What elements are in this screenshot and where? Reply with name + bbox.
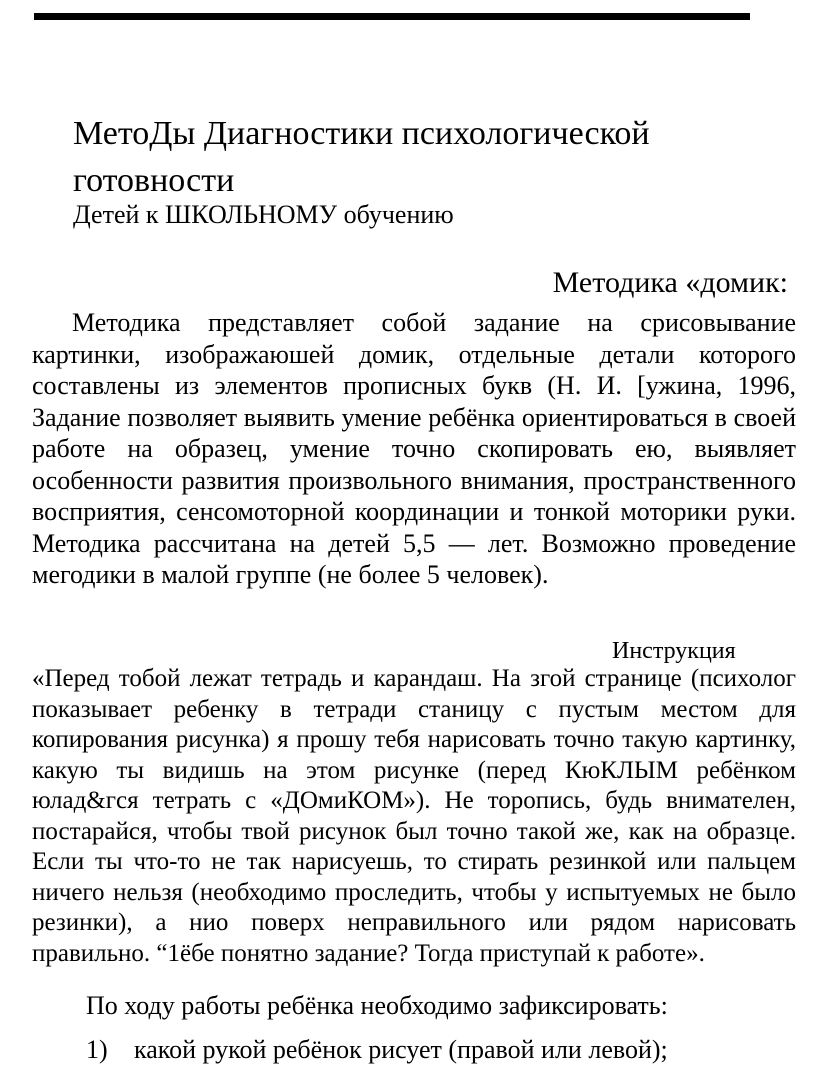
- instruction-heading: Инструкция: [612, 638, 736, 664]
- method-description: Методика представляет собой задание на срисовывание картинки, изображаюшей домик, отдельные детали которого составлены из элементов прописных букв (Н. И. [ужина, 1996, Задание позволяет выявить умение ребёнка ориентироваться в своей работе на образец, умение точно скопировать ею, выявляет особенности развития произвольного внимания, пространственного восприятия, сенсомоторной координации и тонкой моторики руки. Методика рассчитана на детей 5,5 — лет. Возможно проведение мегодики в малой группе (не более 5 человек).: [32, 308, 796, 589]
- top-rule: [34, 13, 750, 20]
- list-item-number: 1): [86, 1035, 108, 1064]
- list-item: [86, 1034, 668, 1066]
- document-subtitle: Детей к ШКОЛЬНОМУ обучению: [73, 200, 454, 229]
- list-item-text: какой рукой ребёнок рисует (правой или левой);: [134, 1035, 668, 1064]
- observation-heading: По ходу работы ребёнка необходимо зафиксировать:: [86, 991, 668, 1020]
- method-heading: Методика «домик:: [552, 266, 788, 299]
- document-title: МетоДы Диагностики психологической готовности: [73, 115, 650, 199]
- instruction-text: «Перед тобой лежат тетрадь и карандаш. На згой странице (психолог показывает ребенку в тетради станицу с пустым местом для копирования рисунка) я прошу тебя нарисовать точно такую картинку, какую ты видишь на этом рисунке (перед КюКЛЫМ ребёнком юлад&гся тетрать с «ДОмиКОМ»). Не торопись, будь внимателен, постарайся, чтобы твой рисунок был точно такой же, как на образце. Если ты что-то не так нарисуешь, то стирать резинкой или пальцем ничего нельзя (необходимо проследить, чтобы у испытуемых не было резинки), а нио поверх неправильного или рядом нарисовать правильно. “1ёбе понятно задание? Тогда приступай к работе».: [32, 665, 796, 967]
